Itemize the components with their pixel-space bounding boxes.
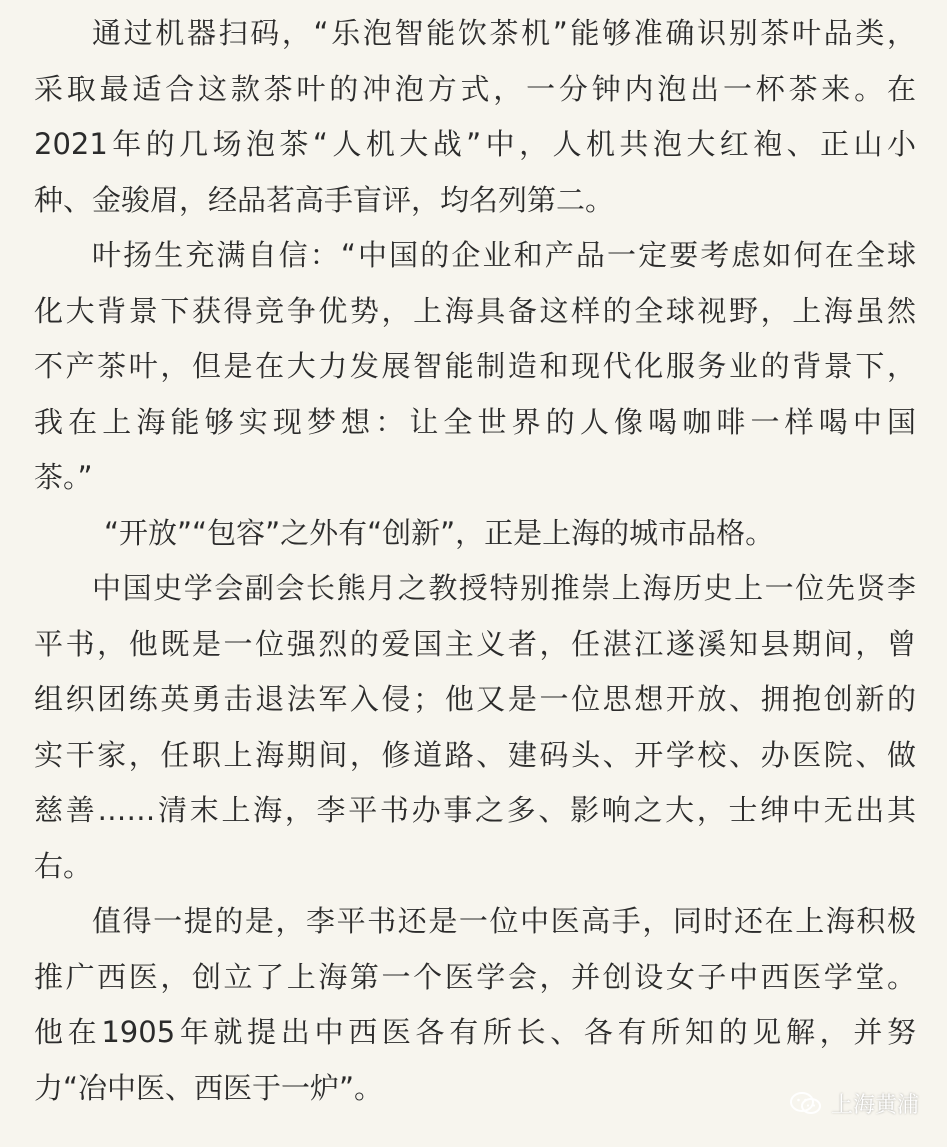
- paragraph-line: 不产茶叶，但是在大力发展智能制造和现代化服务业的背景下，: [34, 349, 916, 383]
- article-body: [34, 6, 916, 1116]
- wechat-icon: [789, 1090, 823, 1118]
- paragraph-line: 值得一提的是，李平书还是一位中医高手，同时还在上海积极: [92, 904, 916, 938]
- watermark-label: 上海黄浦: [830, 1093, 919, 1118]
- paragraph-line: 平书，他既是一位强烈的爱国主义者，任湛江遂溪知县期间，曾: [34, 626, 916, 661]
- paragraph-line: 通过机器扫码，“乐泡智能饮茶机”能够准确识别茶叶品类，: [92, 16, 916, 50]
- paragraph-line: 慈善……清末上海，李平书办事之多、影响之大，士绅中无出其: [34, 793, 916, 827]
- paragraph-line: 叶扬生充满自信：“中国的企业和产品一定要考虑如何在全球: [92, 238, 916, 272]
- paragraph-line: 茶。”: [34, 460, 93, 494]
- paragraph-line: 力“冶中医、西医于一炉”。: [34, 1070, 384, 1105]
- paragraph-line: 实干家，任职上海期间，修道路、建码头、开学校、办医院、做: [34, 737, 916, 772]
- paragraph-line: 2021年的几场泡茶“人机大战”中，人机共泡大红袍、正山小: [34, 127, 916, 161]
- paragraph-line: 种、金骏眉，经品茗高手盲评，均名列第二。: [34, 182, 615, 217]
- paragraph-line: 组织团练英勇击退法军入侵；他又是一位思想开放、拥抱创新的: [34, 682, 916, 716]
- paragraph-line: 右。: [34, 848, 93, 883]
- paragraph-line: “开放”“包容”之外有“创新”，正是上海的城市品格。: [104, 515, 775, 550]
- paragraph-line: 推广西医，创立了上海第一个医学会，并创设女子中西医学堂。: [34, 959, 916, 994]
- paragraph-line: 采取最适合这款茶叶的冲泡方式，一分钟内泡出一杯茶来。在: [34, 71, 916, 106]
- paragraph-line: 化大背景下获得竞争优势，上海具备这样的全球视野，上海虽然: [34, 293, 916, 328]
- wechat-watermark: [789, 1088, 919, 1119]
- paragraph-line: 中国史学会副会长熊月之教授特别推崇上海历史上一位先贤李: [92, 571, 916, 605]
- paragraph-line: 我在上海能够实现梦想：让全世界的人像喝咖啡一样喝中国: [34, 404, 916, 439]
- paragraph-line: 他在1905年就提出中西医各有所长、各有所知的见解，并努: [34, 1015, 916, 1049]
